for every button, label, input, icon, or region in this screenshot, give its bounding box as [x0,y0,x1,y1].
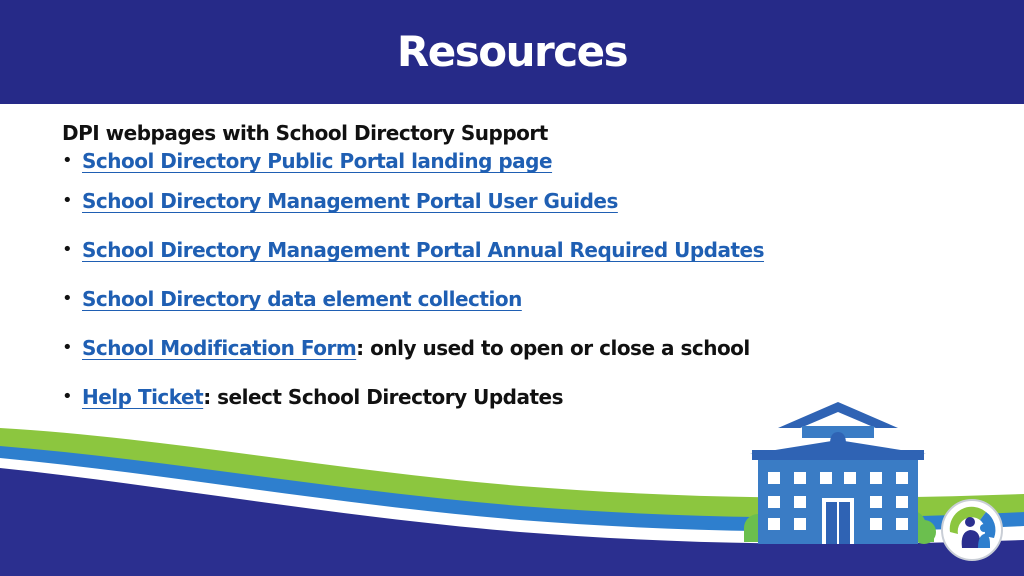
section-heading: DPI webpages with School Directory Support [62,121,548,145]
school-building-icon [738,398,938,548]
link-help-ticket[interactable]: Help Ticket [82,385,204,409]
dpi-logo-icon [940,498,1004,562]
bullet: • [62,337,73,358]
link-school-modification-form[interactable]: School Modification Form [82,336,357,360]
bullet: • [62,386,73,407]
list-item [62,284,962,333]
slide-header [0,0,1024,104]
slide-content [62,118,962,431]
bullet: • [62,190,73,211]
list-item [62,186,962,235]
link-management-portal-annual-updates[interactable]: School Directory Management Portal Annual Required Updates [82,238,765,262]
item-suffix: : select School Directory Updates [203,385,564,409]
list-item [62,235,962,284]
list-item [62,333,962,382]
link-management-portal-user-guides[interactable]: School Directory Management Portal User Guides [82,189,618,213]
resource-list [62,146,962,431]
slide-title: Resources [396,26,628,76]
bullet: • [62,239,73,260]
bullet: • [62,150,73,171]
list-item [62,146,962,186]
link-public-portal-landing-page[interactable]: School Directory Public Portal landing page [82,149,553,173]
bullet: • [62,288,73,309]
link-data-element-collection[interactable]: School Directory data element collection [82,287,522,311]
item-suffix: : only used to open or close a school [356,336,750,360]
